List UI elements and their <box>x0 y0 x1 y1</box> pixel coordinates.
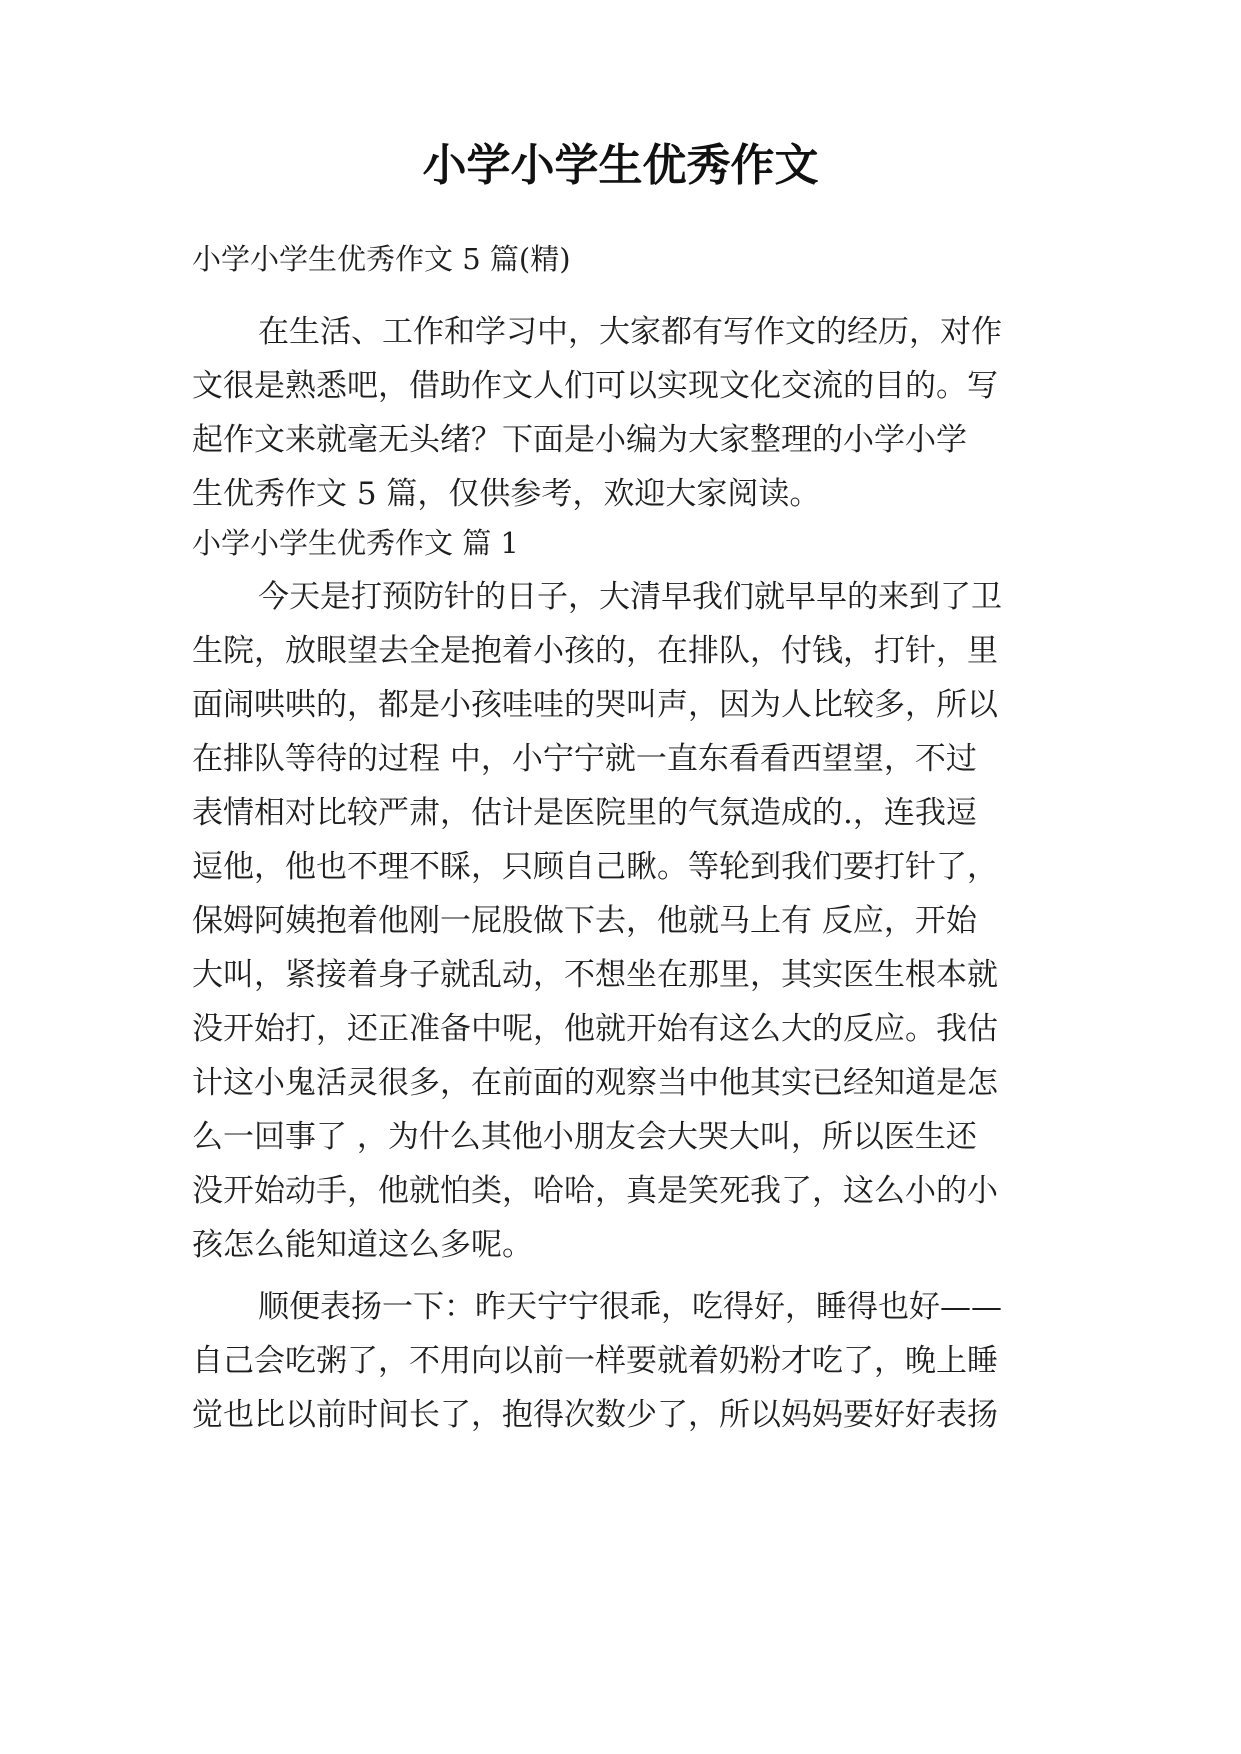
paragraph1-line-5: 表情相对比较严肃，估计是医院里的气氛造成的.，连我逗 <box>192 795 977 831</box>
paragraph1-line-11: 么一回事了 ，为什么其他小朋友会大哭大叫，所以医生还 <box>192 1119 977 1155</box>
paragraph1-line-4: 在排队等待的过程 中，小宁宁就一直东看看西望望，不过 <box>192 741 977 777</box>
paragraph1-line-8: 大叫，紧接着身子就乱动，不想坐在那里，其实医生根本就 <box>192 957 998 993</box>
intro-line-3: 起作文来就毫无头绪？下面是小编为大家整理的小学小学 <box>192 422 967 458</box>
paragraph2-line-2: 自己会吃粥了，不用向以前一样要就着奶粉才吃了，晚上睡 <box>192 1343 998 1379</box>
paragraph2-line-3: 觉也比以前时间长了，抱得次数少了，所以妈妈要好好表扬 <box>192 1397 998 1433</box>
paragraph1-line-1: 今天是打预防针的日子，大清早我们就早早的来到了卫 <box>258 579 1002 615</box>
paragraph2-line-1: 顺便表扬一下：昨天宁宁很乖，吃得好，睡得也好—— <box>258 1289 1002 1325</box>
paragraph1-line-10: 计这小鬼活灵很多，在前面的观察当中他其实已经知道是怎 <box>192 1065 998 1101</box>
paragraph1-line-3: 面闹哄哄的，都是小孩哇哇的哭叫声，因为人比较多，所以 <box>192 687 998 723</box>
paragraph1-line-7: 保姆阿姨抱着他刚一屁股做下去，他就马上有 反应，开始 <box>192 903 977 939</box>
paragraph1-line-6: 逗他，他也不理不睬，只顾自己瞅。等轮到我们要打针了， <box>192 849 998 885</box>
document-heading: 小学小学生优秀作文 5 篇(精) <box>192 242 571 276</box>
paragraph1-line-9: 没开始打，还正准备中呢，他就开始有这么大的反应。我估 <box>192 1011 998 1047</box>
paragraph1-line-13: 孩怎么能知道这么多呢。 <box>192 1227 533 1263</box>
paragraph1-line-12: 没开始动手，他就怕类，哈哈，真是笑死我了，这么小的小 <box>192 1173 998 1209</box>
intro-line-2: 文很是熟悉吧，借助作文人们可以实现文化交流的目的。写 <box>192 368 998 404</box>
intro-line-4: 生优秀作文 5 篇，仅供参考，欢迎大家阅读。 <box>192 476 821 512</box>
section-heading: 小学小学生优秀作文 篇 1 <box>192 526 519 560</box>
document-title: 小学小学生优秀作文 <box>422 140 819 191</box>
paragraph1-line-2: 生院，放眼望去全是抱着小孩的，在排队，付钱，打针，里 <box>192 633 998 669</box>
intro-line-1: 在生活、工作和学习中，大家都有写作文的经历，对作 <box>258 314 1002 350</box>
